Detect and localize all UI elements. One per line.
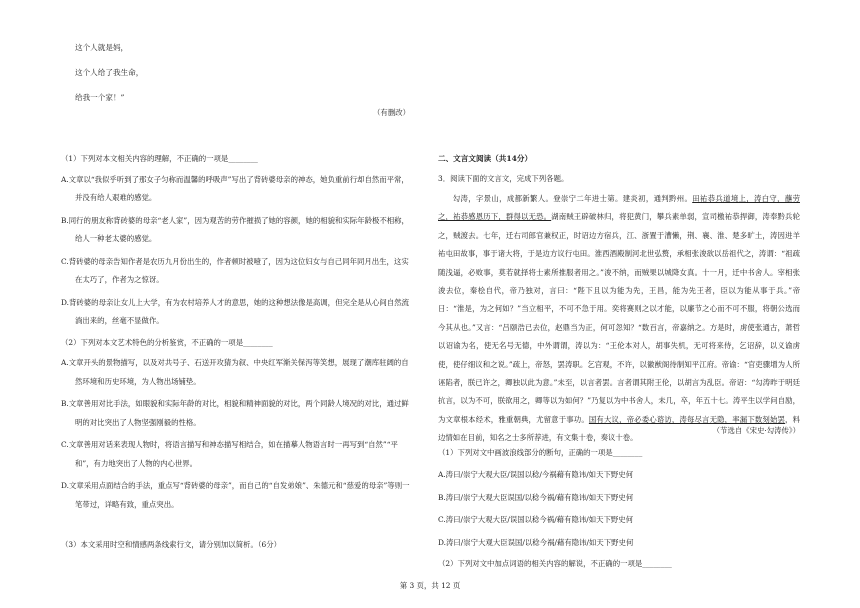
- reading-instruction: 3．阅读下面的文言文，完成下列各题。: [438, 173, 569, 183]
- question-1-stem: （1）下列对本文相关内容的理解，不正确的一项是: [61, 154, 229, 163]
- question-r1-option-c: C.涛曰/崇宁大观大臣/误国以稔今祸/藉有隐讳/如天下野史何: [438, 515, 634, 524]
- passage-source: （节选自《宋史·勾涛传》）: [712, 426, 800, 435]
- question-1-option-d: D.背砖婆的母亲让女儿上大学，有为农村培养人才的意思，她的这种想法像是高调，但完全是从心间自然流淌出来的，丝毫不显做作。: [61, 297, 409, 325]
- answer-blank[interactable]: ________: [228, 154, 258, 163]
- question-3: （3）本文采用时空和情感两条线索行文，请分别加以简析。（6分）: [61, 540, 282, 549]
- question-2-option-b: B.文章善用对比手法，如眼貌和实际年龄的对比，相貌和精神面貌的对比，两个同龄人境况的对比，通过鲜明的对比突出了人物坚强刚毅的性格。: [61, 399, 409, 427]
- poem-line: 给我一个家！”: [75, 92, 125, 102]
- poem-source: （有删改）: [373, 108, 410, 117]
- answer-blank[interactable]: ________: [612, 447, 643, 457]
- left-column: [61, 150, 416, 555]
- question-r1-option-a: A.涛曰/崇宁大观大臣/误国以稔/今祸藉有隐讳/如天下野史何: [438, 470, 634, 479]
- passage-text: 勾涛，字景山，成都新繁人。登崇宁二年进士第。建炎初，通判黔州。: [452, 194, 693, 203]
- passage-text: ，料边情如在目前，知名之士多所荐进，有文集十卷，奏议十卷。: [438, 414, 800, 443]
- question-r1-option-d: D.涛曰/崇宁大观大臣误国/以稔今祸/藉有隐讳/如天下野史何: [438, 537, 634, 547]
- page-footer: 第 3 页，共 12 页: [399, 581, 461, 590]
- question-1: [61, 150, 416, 169]
- question-r2-stem: （2）下列对文中加点词语的相关内容的解说，不正确的一项是: [438, 559, 643, 568]
- question-2-stem: （2）下列对本文艺术特色的分析鉴赏，不正确的一项是: [61, 337, 244, 347]
- question-r1-stem: （1）下列对文中画波浪线部分的断句，正确的一项是: [438, 447, 613, 457]
- question-r1: [438, 444, 800, 463]
- poem-line: 这个人就是妈，: [75, 43, 129, 52]
- question-1-option-b: B.同行的朋友称背砖婆的母亲“老人家”，因为观苦的劳作摧损了她的容颜，她的相貌和实际年龄极不相称，给人一种老太婆的感觉。: [61, 215, 409, 243]
- right-column: [438, 150, 800, 574]
- question-2: [61, 334, 416, 353]
- question-2-option-a: A.文章开头的景物描写，以及对共号子、石送开攻猜为叙、中央红军渐关保泻等笑想，展现了潮库驻阔的自然环境和历史环境，为人物出场铺垫。: [61, 358, 409, 386]
- question-2-option-d: D.文章采用点面结合的手法，重点写“背砖婆的母亲”，而自己的“自发弟娘”、朱德元和“慈爱的母亲”等则一笔带过，详略有致，重点突出。: [61, 481, 410, 509]
- answer-blank[interactable]: ________: [243, 337, 273, 347]
- question-r1-option-b: B.涛曰/崇宁大观大臣误国/以稔今祸/藉有隐讳/如天下野史何: [438, 492, 634, 502]
- question-1-option-c: C.背砖婆的母亲告知作者是农历九月份出生的，作者顿时被噎了，因为这位妇女与自己同年同月出生，这实在太巧了，作者为之惊讶。: [61, 256, 409, 284]
- section-title: 二、文言文阅读（共14分）: [438, 154, 533, 163]
- question-r2: [438, 555, 800, 574]
- poem-line: 这个人给了我生命，: [75, 67, 144, 77]
- answer-blank[interactable]: ________: [642, 559, 672, 568]
- passage-text: 湖南贼王辟破林归，将犯黄门，攀兵素单弱，宣司檄祐恭捍御，涛奉黔兵轮之，贼渡去。七年，迁右司郎官兼权正，时诏边方宿兵，江、浙置于漕懒，荆、襄、淮、楚多旷土，涛因进羊祐屯田故事，事于诸大将，于是边方议行屯田。淮西酒殿制河北世弘赘，承相张浚欲以岳祖代之，涛谓：“祖疏随浅逼，必败事，莫若就择将士素所推服者用之。”浚不纳，而贼果以城降女真。十一月，迁中书舍人。宰相张浚去位，秦桧自代，帝乃独对，言曰：“陛下且以为能为先，王昌，能为先王者，臣以为能从事于兵。”帝日：“淮是，为之何如？”当立相平，不可不急于用。奕将赛则之以才能，以廉节之心而不可不服，将朝公选而今其从也。”又言：“吕颐浩已去位，赵鼎当为正，何可忽知？“数百言，帝嘉纳之。方是时，虏使张通古，萧哲以诏谕为名，使无名号无德，中外谓谓，涛以为：“王伦本对人，胡事失机，无可将来侍，乞诏辞，以义谕虏使，使仔细议和之说。”疏上，帝怒，罢涛职。乞宫观，不许，以徽猷阁待制知平江府。帝谕：“官吏骤增为人所诬陷者，朕已许之，卿独以此为意。”未至，以言者罢。言者谓其附王伦，以胡言为乱臣。帝诏：“勾涛昨于明廷抗言，以为不可，朕欲用之，卿等以为如何？”乃复以为中书舍人，未几，卒，年五十七。涛平生以学问自励，为文章根本经术，雅重朝典，尤留意于事功。: [438, 212, 800, 424]
- question-1-option-a: A.文章以“我似乎听到了那女子匀称而温馨的呼吸声”写出了背砖婆母亲的神态，她负重前行却自然而平常，并没有给人艰难的感觉。: [61, 174, 409, 202]
- question-2-option-c: C.文章善用对话来表现人物时，将语言描写和神态描写相结合，如在描摹人物语言时一再写到“自然”“平和”，有力地突出了人物的内心世界。: [61, 440, 398, 468]
- passage-underlined-text: 田祐恭兵道境上，涛白守，蘸劳之，祐恭感恩历下，群得以无恐。: [438, 194, 800, 222]
- passage-underlined-text: 国有大议，帝必委心谘访，涛每尽言无隐，率漏下数刻始罢: [588, 414, 786, 424]
- poem: [75, 42, 415, 116]
